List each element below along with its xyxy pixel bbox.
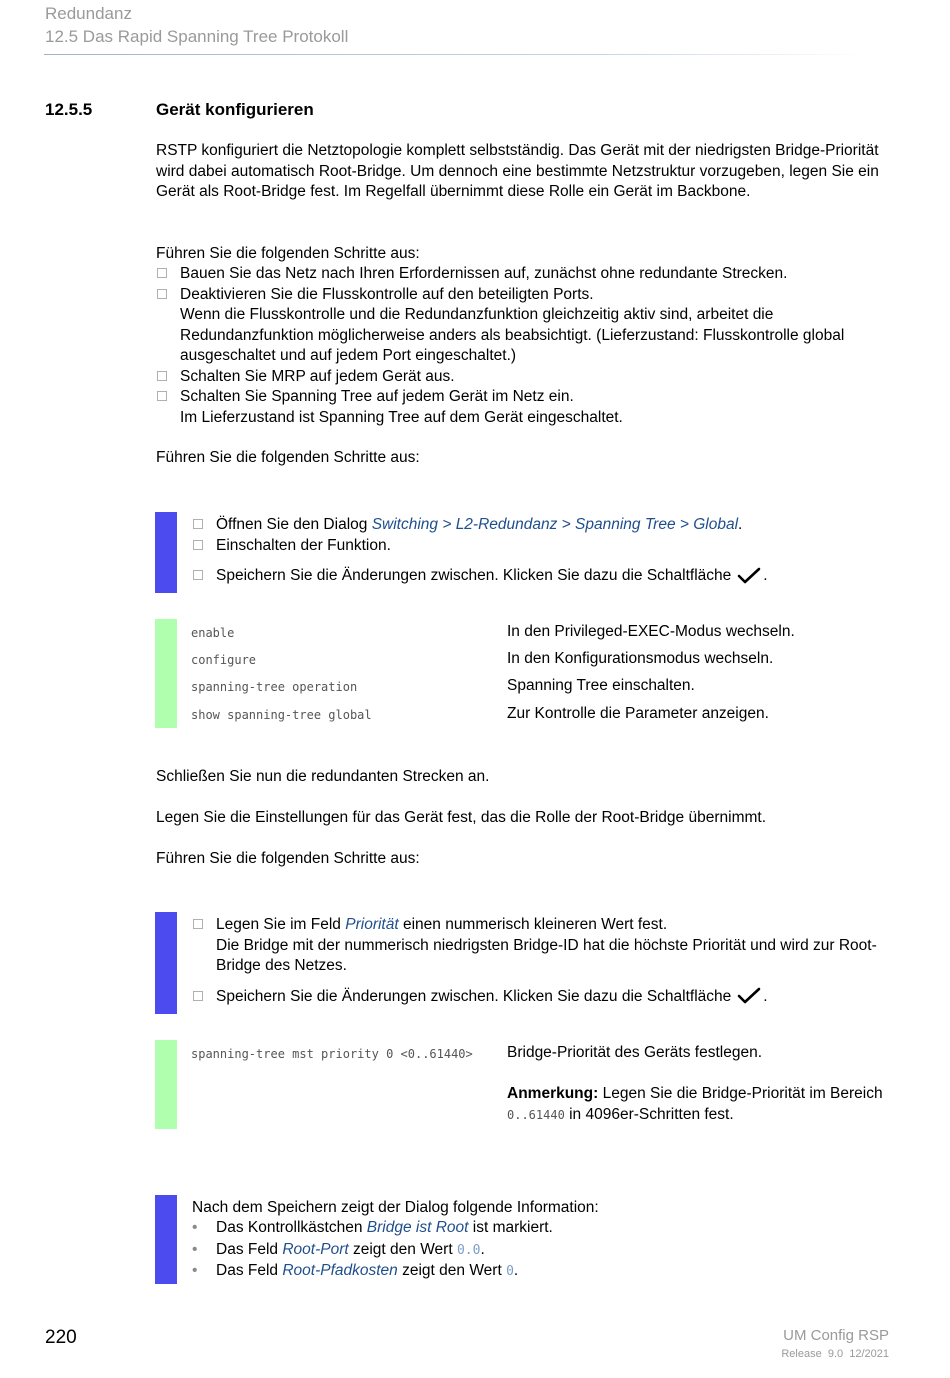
step-text: Bauen Sie das Netz nach Ihren Erfordernissen auf, zunächst ohne redundante Strecken. [180, 265, 788, 282]
list-item [192, 1240, 892, 1262]
list-item [156, 285, 896, 367]
result-list [192, 1218, 892, 1283]
item-suffix: zeigt den Wert [397, 1262, 507, 1279]
list-item [156, 367, 896, 388]
step-text: Speichern Sie die Änderungen zwischen. Klicken Sie dazu die Schaltfläche [216, 567, 732, 584]
note-text: Legen Sie die Bridge-Priorität im Bereich [598, 1085, 883, 1102]
cli-description: In den Privileged-EXEC-Modus wechseln. [507, 623, 795, 640]
item-prefix: Das Feld [216, 1262, 283, 1279]
cli-note [507, 1084, 887, 1125]
item-end: . [513, 1262, 519, 1279]
checkmark-icon [737, 567, 761, 585]
cli-command: configure [191, 653, 257, 667]
cli-bar [155, 1040, 177, 1129]
checkmark-icon [737, 987, 761, 1005]
dialog-bar [155, 912, 177, 1014]
step-text: Öffnen Sie den Dialog [216, 516, 372, 533]
cli-description: Zur Kontrolle die Parameter anzeigen. [507, 705, 769, 722]
dialog-path-link[interactable]: Switching > L2-Redundanz > Spanning Tree > Global [371, 516, 739, 533]
step-note: Die Bridge mit der nummerisch niedrigsten Bridge-ID hat die höchste Priorität und wird zur Root-Bridge des Netzes. [216, 936, 877, 974]
checkbox-icon [157, 371, 167, 381]
item-suffix: ist markiert. [468, 1219, 553, 1236]
root-path-cost-link[interactable]: Root-Pfadkosten [282, 1262, 398, 1279]
root-port-link[interactable]: Root-Port [282, 1240, 349, 1258]
cli-command: enable [191, 626, 235, 640]
intro-paragraph: RSTP konfiguriert die Netztopologie komplett selbstständig. Das Gerät mit der niedrigsten Bridge-Priorität wird dabei automatisch Root-Bridge. Um dennoch eine bestimmte Netzstruktur vorzugeben, legen Sie ein Gerät als Root-Bridge fest. Im Regelfall übernimmt diese Rolle ein Gerät im Backbone. [156, 142, 879, 200]
checkbox-icon [193, 991, 203, 1001]
cli-command: spanning-tree mst priority 0 <0..61440> [191, 1047, 473, 1061]
bullet-icon: • [192, 1240, 198, 1258]
dialog-bar [155, 1195, 177, 1284]
checkbox-icon [157, 268, 167, 278]
field-priority-link[interactable]: Priorität [345, 916, 399, 933]
step-text: Einschalten der Funktion. [216, 536, 391, 554]
list-item [156, 264, 896, 285]
note-suffix: in 4096er-Schritten fest. [564, 1105, 734, 1123]
section-number: 12.5.5 [45, 100, 93, 119]
cli-description: Spanning Tree einschalten. [507, 677, 695, 694]
list-item [192, 1218, 892, 1240]
steps-heading-2: Führen Sie die folgenden Schritte aus: [156, 449, 420, 466]
cli-command: show spanning-tree global [191, 708, 372, 722]
steps-heading-3: Führen Sie die folgenden Schritte aus: [156, 850, 420, 867]
step-text: Deaktivieren Sie die Flusskontrolle auf den beteiligten Ports. [180, 285, 594, 303]
checkbox-icon [193, 540, 203, 550]
checkbox-icon [193, 919, 203, 929]
step-text: Legen Sie im Feld [216, 916, 346, 933]
result-intro: Nach dem Speichern zeigt der Dialog folgende Information: [192, 1199, 599, 1216]
checkbox-icon [193, 570, 203, 580]
footer-doc-title: UM Config RSP [783, 1327, 889, 1344]
step-text-suffix: . [763, 567, 768, 584]
steps-heading-1: Führen Sie die folgenden Schritte aus: [156, 245, 420, 262]
item-value: 0 [506, 1264, 514, 1279]
connect-paragraph: Schließen Sie nun die redundanten Strecken an. [156, 768, 490, 785]
list-item [192, 1261, 892, 1283]
settings-paragraph: Legen Sie die Einstellungen für das Gerät fest, das die Rolle der Root-Bridge übernimmt. [156, 809, 767, 826]
bullet-icon: • [192, 1219, 198, 1236]
list-item [192, 987, 892, 1008]
checkbox-icon [157, 391, 167, 401]
steps-list-1 [156, 264, 896, 428]
list-item [192, 515, 892, 536]
list-item [192, 915, 892, 977]
cli-command: spanning-tree operation [191, 680, 358, 694]
step-text-suffix: . [738, 516, 743, 533]
item-suffix: zeigt den Wert [348, 1240, 457, 1258]
item-end: . [480, 1240, 485, 1258]
footer-release: Release 9.0 12/2021 [781, 1348, 889, 1360]
bullet-icon: • [192, 1262, 198, 1279]
header-chapter: Redundanz [45, 4, 132, 23]
item-prefix: Das Kontrollkästchen [216, 1219, 367, 1236]
cli-bar [155, 619, 177, 728]
header-section: 12.5 Das Rapid Spanning Tree Protokoll [45, 27, 349, 46]
note-range: 0..61440 [507, 1107, 565, 1122]
list-item [192, 536, 892, 557]
note-label: Anmerkung: [507, 1085, 599, 1102]
cli-description: Bridge-Priorität des Geräts festlegen. [507, 1044, 763, 1061]
step-note: Im Lieferzustand ist Spanning Tree auf dem Gerät eingeschaltet. [180, 408, 623, 426]
dialog-steps-1 [192, 515, 892, 587]
cli-description: In den Konfigurationsmodus wechseln. [507, 650, 774, 667]
bridge-is-root-link[interactable]: Bridge ist Root [366, 1219, 469, 1236]
step-text-suffix: . [763, 987, 768, 1005]
list-item [192, 566, 892, 587]
item-prefix: Das Feld [216, 1240, 283, 1258]
page-number: 220 [45, 1327, 77, 1348]
step-note: Wenn die Flusskontrolle und die Redundanzfunktion gleichzeitig aktiv sind, arbeitet die Redundanzfunktion möglicherweise anders als beabsichtigt. (Lieferzustand: Flusskontrolle global ausgeschaltet und auf jedem Port eingeschaltet.) [180, 306, 845, 364]
step-text: Schalten Sie Spanning Tree auf jedem Gerät im Netz ein. [180, 388, 574, 405]
step-text: Schalten Sie MRP auf jedem Gerät aus. [180, 367, 455, 385]
section-title: Gerät konfigurieren [156, 100, 314, 119]
list-item [156, 387, 896, 428]
item-value: 0.0 [456, 1242, 481, 1258]
step-text-suffix: einen nummerisch kleineren Wert fest. [398, 916, 668, 933]
checkbox-icon [157, 289, 167, 299]
dialog-bar [155, 512, 177, 593]
step-text: Speichern Sie die Änderungen zwischen. Klicken Sie dazu die Schaltfläche [216, 987, 732, 1005]
header-divider [44, 54, 864, 55]
dialog-steps-2 [192, 915, 892, 1007]
checkbox-icon [193, 519, 203, 529]
